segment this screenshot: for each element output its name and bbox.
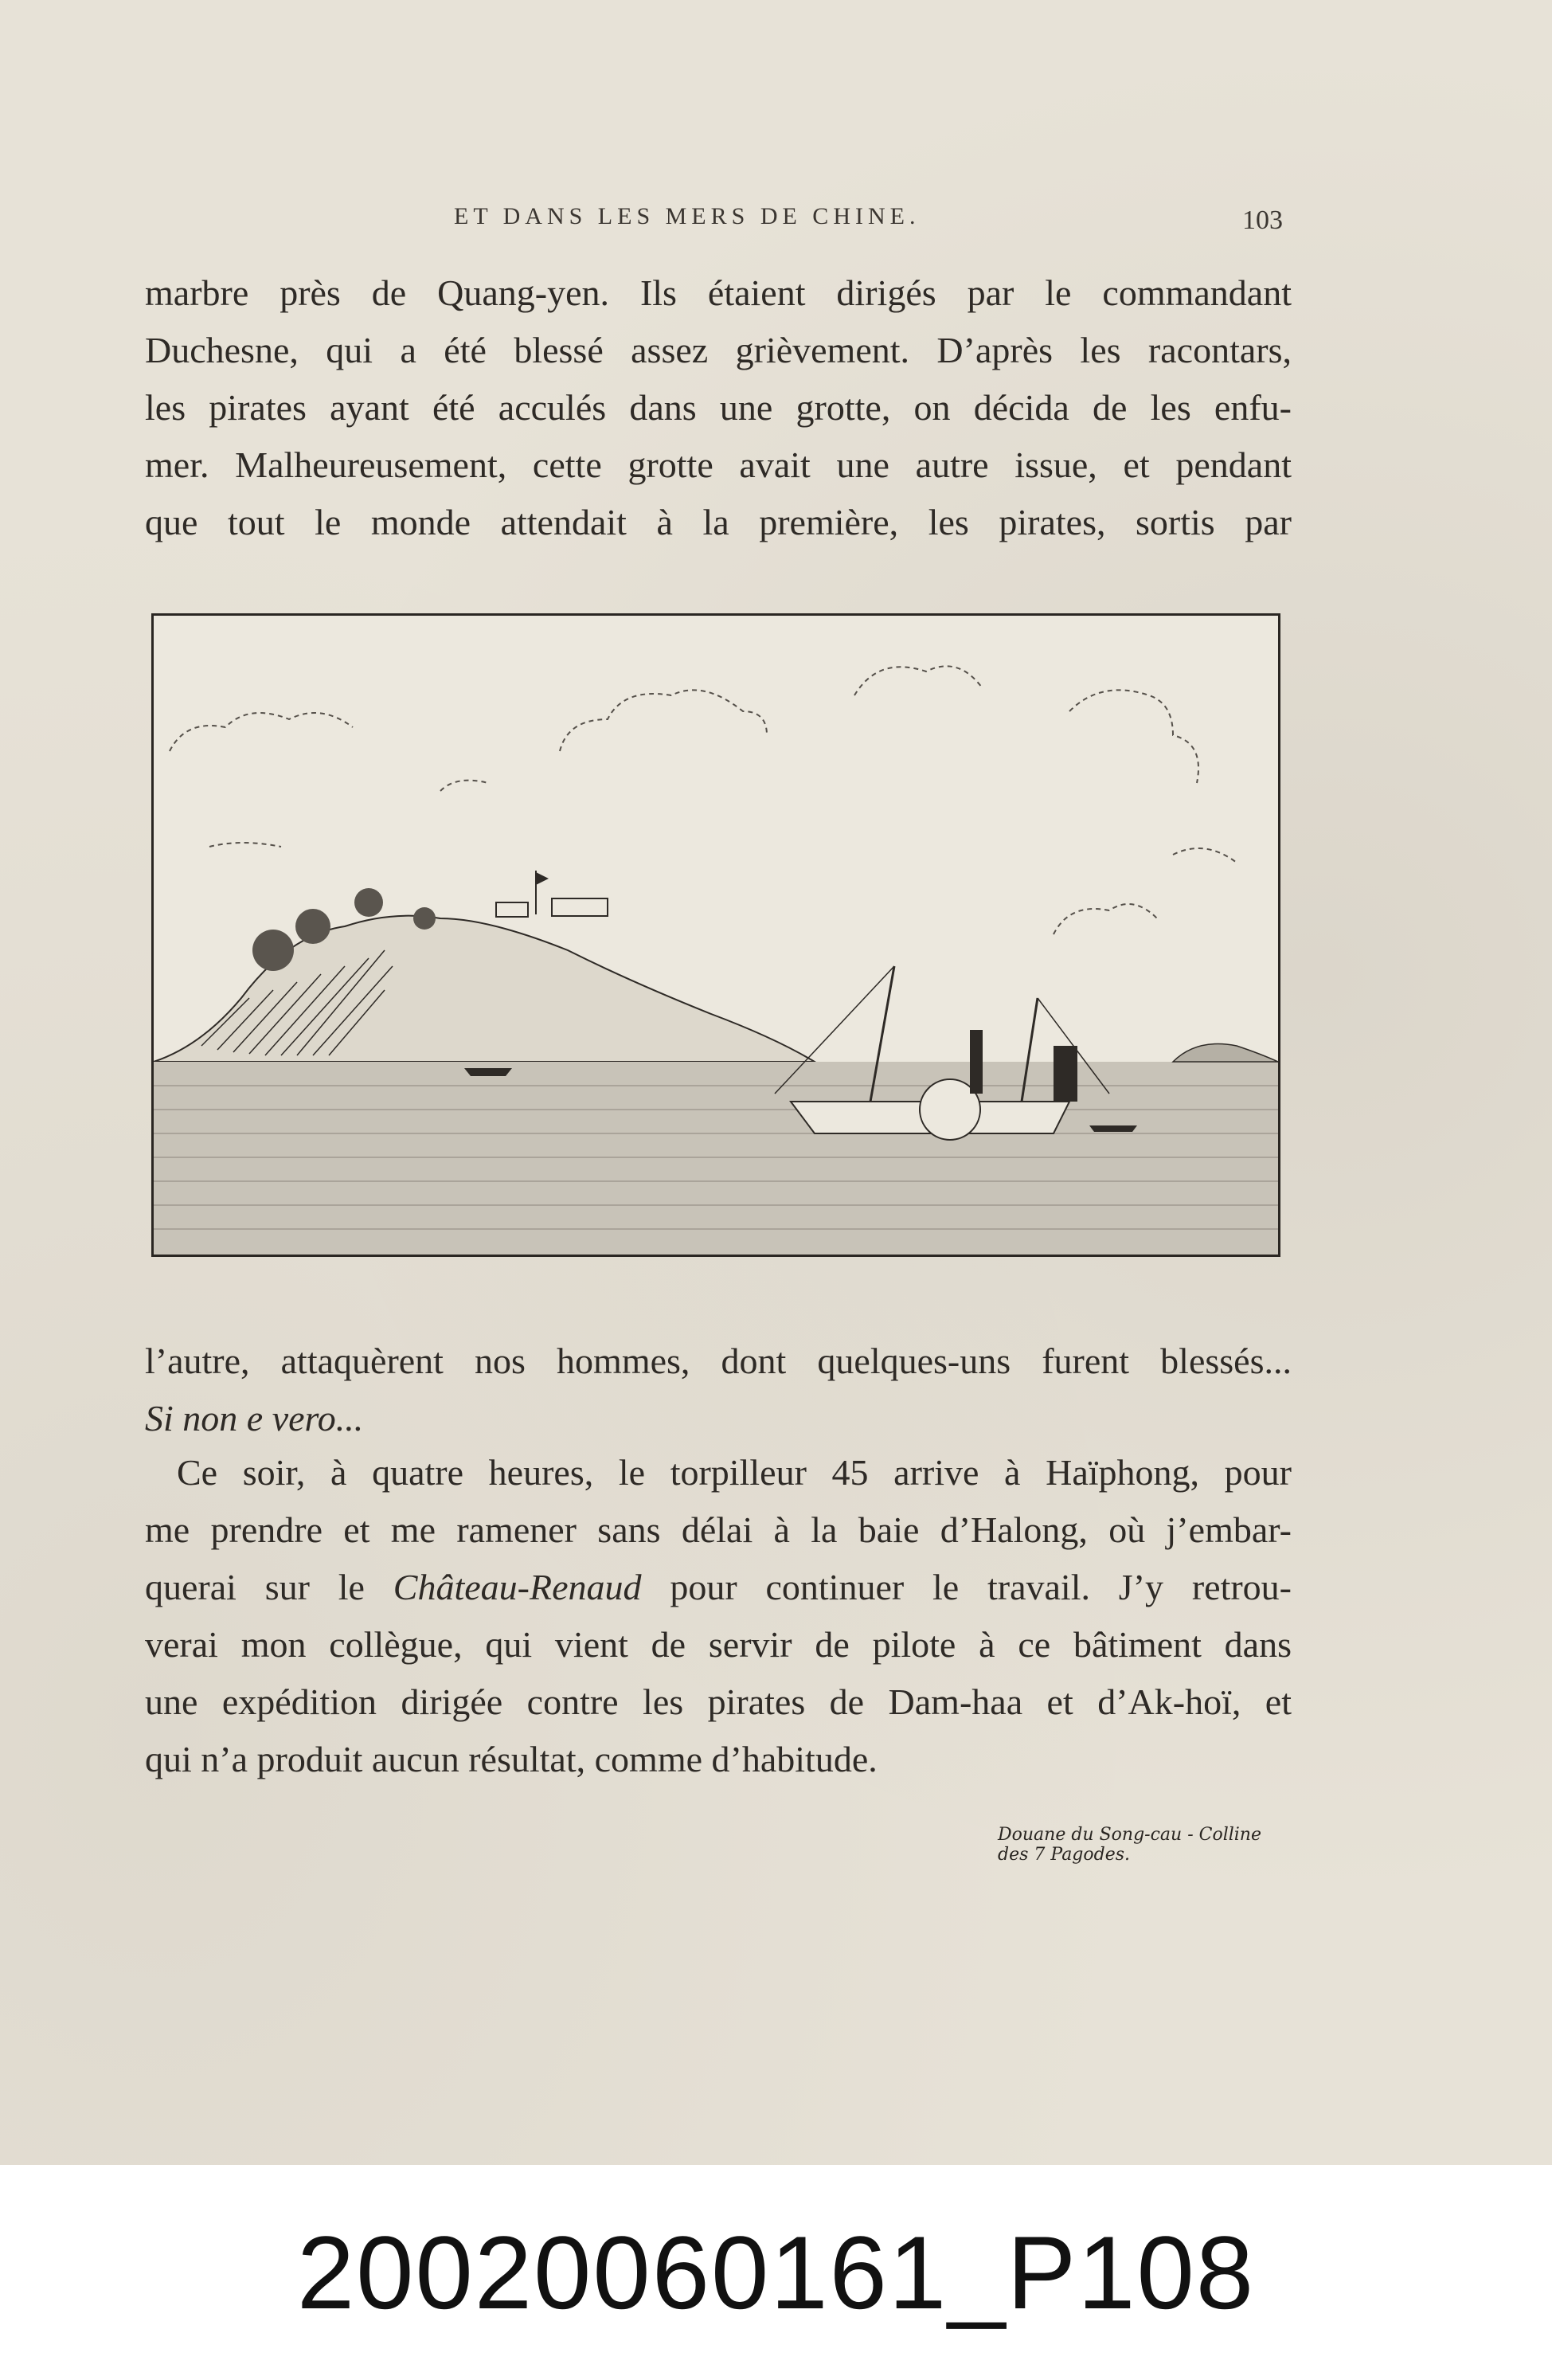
text-segment: pour continuer le travail. J’y retrou-	[641, 1567, 1292, 1607]
text-line: Duchesne, qui a été blessé assez grièvement. D’après les racontars,	[145, 330, 1292, 370]
page-number: 103	[1242, 206, 1283, 235]
text-line: mer. Malheureusement, cette grotte avait une autre issue, et pendant	[145, 444, 1292, 485]
paragraph-3	[145, 1444, 1292, 1788]
text-line: l’autre, attaquèrent nos hommes, dont quelques-uns furent blessés...	[145, 1341, 1292, 1381]
text-line: les pirates ayant été acculés dans une grotte, on décida de les enfu-	[145, 387, 1292, 428]
text-line-italic: Si non e vero...	[145, 1398, 364, 1439]
text-line: une expédition dirigée contre les pirates de Dam-haa et d’Ak-hoï, et	[145, 1681, 1292, 1722]
text-line-with-italic	[145, 1559, 1292, 1616]
ship-name-italic: Château-Renaud	[393, 1567, 642, 1607]
text-line: que tout le monde attendait à la première, les pirates, sortis par	[145, 502, 1292, 542]
illustration-caption: Douane du Song-cau - Colline des 7 Pagodes.	[998, 1825, 1261, 1865]
running-head: ET DANS LES MERS DE CHINE.	[454, 203, 921, 229]
text-line: marbre près de Quang-yen. Ils étaient dirigés par le commandant	[145, 272, 1292, 313]
catalog-id-label: 20020060161_P108	[296, 2214, 1256, 2331]
text-line: me prendre et me ramener sans délai à la baie d’Halong, où j’embar-	[145, 1509, 1292, 1550]
text-line: verai mon collègue, qui vient de servir de pilote à ce bâtiment dans	[145, 1624, 1292, 1665]
landscape-engraving	[154, 616, 1278, 1255]
text-segment: querai sur le	[145, 1567, 393, 1607]
text-line: Ce soir, à quatre heures, le torpilleur 45 arrive à Haïphong, pour	[177, 1452, 1292, 1493]
text-line: qui n’a produit aucun résultat, comme d’habitude.	[145, 1739, 878, 1779]
paragraph-1	[145, 264, 1292, 551]
paragraph-2	[145, 1333, 1292, 1447]
